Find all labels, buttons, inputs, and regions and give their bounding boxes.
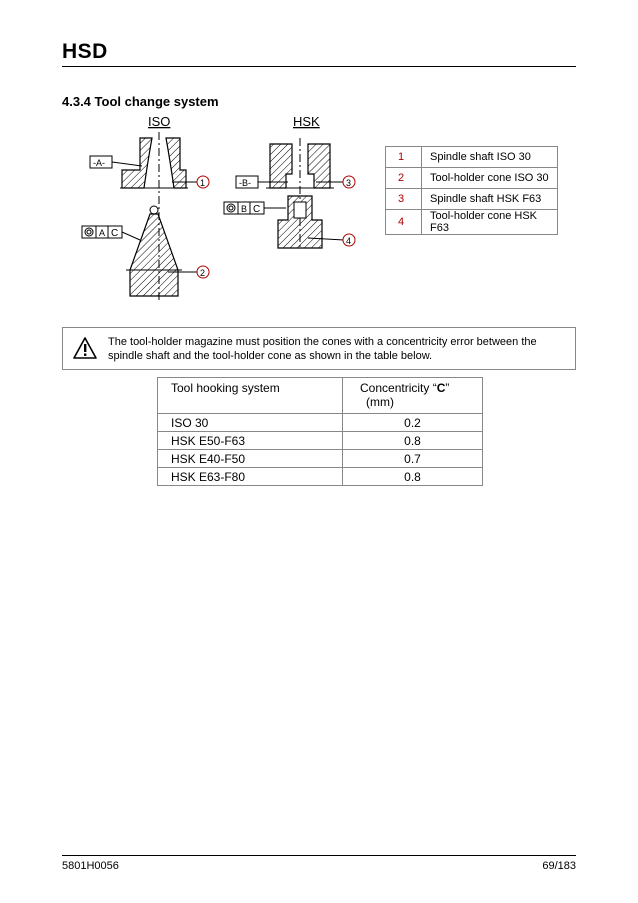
system-cell: HSK E40-F50 [158,450,343,468]
system-cell: HSK E50-F63 [158,432,343,450]
callout-1: 1 [200,178,206,188]
frame-b-ref: B [241,204,248,214]
callout-4: 4 [346,236,352,246]
datum-a-box [90,156,142,168]
legend-label: Tool-holder cone ISO 30 [422,168,558,189]
warning-icon [72,336,98,360]
parts-legend [385,146,558,235]
callout-3: 3 [346,178,352,188]
section-title: 4.3.4 Tool change system [62,94,219,109]
legend-row [386,147,558,168]
hsk-tool-holder-cone [278,196,322,248]
frame-b-tol: C [253,204,261,215]
iso-view-label: ISO [148,114,171,129]
header-rule [62,66,576,67]
iso-tool-holder-cone [126,206,182,296]
legend-row [386,168,558,189]
datum-b-label: -B- [239,178,251,188]
value-cell: 0.2 [343,414,483,432]
legend-num: 1 [386,147,422,168]
legend-num: 3 [386,189,422,210]
legend-row [386,210,558,235]
table-header-row [158,378,483,414]
header-concentricity-suffix: ” [445,381,450,395]
value-cell: 0.8 [343,468,483,486]
legend-num: 4 [386,210,422,235]
tolerance-frame-a [82,226,140,240]
header-concentricity-prefix: Concentricity “ [360,381,437,395]
system-cell: HSK E63-F80 [158,468,343,486]
table-row [158,468,483,486]
tolerance-frame-b [224,202,286,215]
header-concentricity [343,378,483,414]
table-row [158,432,483,450]
frame-a-ref: A [99,228,106,238]
header-concentricity-symbol: C [436,381,446,395]
header-system: Tool hooking system [158,378,343,414]
tool-change-drawing [60,110,370,310]
value-cell: 0.8 [343,432,483,450]
system-cell: ISO 30 [158,414,343,432]
datum-a-label: -A- [93,158,105,168]
legend-label: Spindle shaft ISO 30 [422,147,558,168]
legend-num: 2 [386,168,422,189]
header-unit: (mm) [366,395,394,409]
frame-a-tol: C [111,228,119,239]
legend-row [386,189,558,210]
document-code: 5801H0056 [62,860,119,872]
concentricity-table [157,377,483,486]
legend-label: Tool-holder cone HSK F63 [422,210,558,235]
page-number: 69/183 [542,860,576,872]
callout-2: 2 [200,268,206,278]
value-cell: 0.7 [343,450,483,468]
table-row [158,414,483,432]
table-row [158,450,483,468]
legend-label: Spindle shaft HSK F63 [422,189,558,210]
warning-text: The tool-holder magazine must position the cones with a concentricity error between the spindle shaft and the tool-holder cone as shown in the table below. [108,336,537,362]
footer-rule [62,855,576,856]
brand-logo: HSD [62,40,108,63]
hsk-view-label: HSK [293,114,320,129]
